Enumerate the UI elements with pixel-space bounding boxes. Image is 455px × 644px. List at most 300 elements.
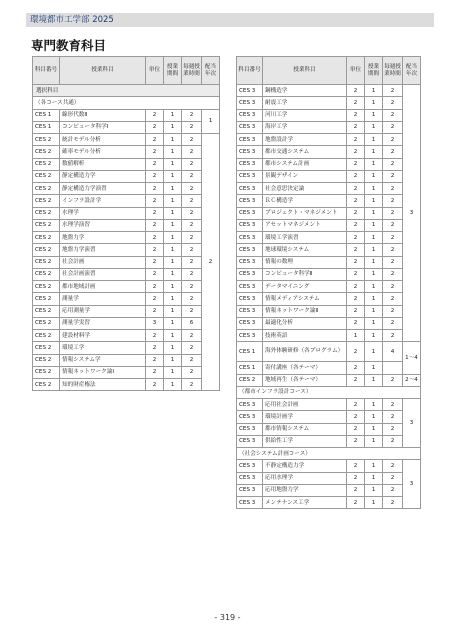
course-name: 応用地盤力学 — [263, 484, 347, 496]
course-code: CES 3 — [237, 484, 263, 496]
course-credits: 2 — [146, 219, 164, 231]
table-row — [237, 472, 421, 484]
course-credits: 2 — [146, 134, 164, 146]
course-hours: 2 — [383, 330, 403, 342]
course-period: 1 — [365, 362, 383, 374]
course-hours: 2 — [383, 134, 403, 146]
course-code: CES 2 — [33, 134, 60, 146]
group-row — [237, 386, 421, 398]
table-header-row — [33, 57, 220, 85]
table-row — [237, 342, 421, 362]
course-hours: 2 — [383, 423, 403, 435]
course-hours: 2 — [182, 232, 202, 244]
table-row — [237, 97, 421, 109]
course-credits: 2 — [146, 379, 164, 391]
table-row — [237, 146, 421, 158]
course-period: 1 — [365, 268, 383, 280]
table-row — [237, 317, 421, 329]
col-header-hours: 毎週授業時間 — [182, 57, 202, 85]
course-code: CES 3 — [237, 183, 263, 195]
course-hours: 2 — [383, 497, 403, 509]
course-hours: 2 — [182, 158, 202, 170]
course-code: CES 3 — [237, 121, 263, 133]
course-code: CES 3 — [237, 97, 263, 109]
course-hours: 2 — [182, 121, 202, 133]
course-code: CES 2 — [33, 379, 60, 391]
course-hours: 2 — [182, 256, 202, 268]
course-period: 1 — [164, 268, 182, 280]
course-period: 1 — [365, 183, 383, 195]
table-row — [33, 146, 220, 158]
course-credits: 2 — [347, 146, 365, 158]
course-credits: 2 — [146, 366, 164, 378]
course-name: 不静定構造力学 — [263, 460, 347, 472]
course-credits: 2 — [347, 305, 365, 317]
course-hours: 2 — [383, 268, 403, 280]
course-name: 海外体験研修（各プログラム） — [263, 342, 347, 362]
course-hours: 2 — [182, 342, 202, 354]
course-period: 1 — [365, 256, 383, 268]
col-header-name: 授業科目 — [60, 57, 146, 85]
course-name: ＲＣ構造学 — [263, 195, 347, 207]
course-credits: 2 — [146, 183, 164, 195]
course-name: 水理学演習 — [60, 219, 146, 231]
table-row — [33, 293, 220, 305]
table-row — [33, 207, 220, 219]
course-name: 都市情報システム — [263, 423, 347, 435]
course-code: CES 3 — [237, 232, 263, 244]
course-code: CES 1 — [33, 109, 60, 121]
course-code: CES 3 — [237, 109, 263, 121]
course-period: 1 — [365, 158, 383, 170]
course-period: 1 — [164, 366, 182, 378]
course-period: 1 — [365, 207, 383, 219]
course-code: CES 3 — [237, 170, 263, 182]
course-code: CES 3 — [237, 134, 263, 146]
course-code: CES 2 — [237, 374, 263, 386]
course-period: 1 — [365, 170, 383, 182]
table-row — [33, 195, 220, 207]
course-name: 線形代数Ⅱ — [60, 109, 146, 121]
course-name: 静定構造力学 — [60, 170, 146, 182]
course-code: CES 2 — [33, 354, 60, 366]
course-code: CES 2 — [33, 293, 60, 305]
course-name: 測量学実習 — [60, 317, 146, 329]
course-period: 1 — [164, 354, 182, 366]
table-row — [33, 342, 220, 354]
course-name: 静定構造力学演習 — [60, 183, 146, 195]
course-name: 情報ネットワーク論Ⅰ — [60, 366, 146, 378]
col-header-credits: 単位 — [347, 57, 365, 85]
course-credits: 2 — [347, 423, 365, 435]
course-hours: 2 — [383, 232, 403, 244]
course-period: 1 — [164, 342, 182, 354]
table-row — [237, 423, 421, 435]
course-period: 1 — [365, 330, 383, 342]
course-hours: 2 — [383, 121, 403, 133]
course-period: 1 — [164, 195, 182, 207]
course-hours: 2 — [383, 293, 403, 305]
table-row — [237, 497, 421, 509]
course-name: 応用水理学 — [263, 472, 347, 484]
group-label: （社会システム計画コース） — [237, 448, 421, 460]
course-hours: 2 — [182, 219, 202, 231]
course-table-right — [236, 56, 421, 509]
course-hours: 2 — [383, 374, 403, 386]
course-hours: 2 — [182, 195, 202, 207]
course-credits: 1 — [347, 330, 365, 342]
course-code: CES 2 — [33, 146, 60, 158]
course-code: CES 2 — [33, 342, 60, 354]
table-row — [237, 232, 421, 244]
table-row — [33, 305, 220, 317]
course-period: 1 — [164, 232, 182, 244]
course-credits: 2 — [146, 268, 164, 280]
course-hours: 2 — [383, 484, 403, 496]
col-header-hours: 毎週授業時間 — [383, 57, 403, 85]
course-year: 3 — [403, 85, 421, 342]
course-credits: 2 — [347, 256, 365, 268]
course-hours: 2 — [383, 317, 403, 329]
course-hours: 2 — [383, 435, 403, 447]
course-credits: 2 — [347, 293, 365, 305]
table-row — [237, 170, 421, 182]
course-credits: 2 — [347, 244, 365, 256]
table-row — [237, 268, 421, 280]
course-credits: 2 — [146, 207, 164, 219]
course-period: 1 — [164, 158, 182, 170]
section-label: 選択科目 — [33, 85, 220, 97]
course-code: CES 3 — [237, 85, 263, 97]
table-row — [237, 484, 421, 496]
course-period: 1 — [164, 146, 182, 158]
course-code: CES 2 — [33, 183, 60, 195]
course-credits: 2 — [347, 85, 365, 97]
course-code: CES 3 — [237, 330, 263, 342]
course-code: CES 3 — [237, 423, 263, 435]
course-code: CES 2 — [33, 219, 60, 231]
table-row — [237, 207, 421, 219]
course-code: CES 3 — [237, 411, 263, 423]
course-credits: 2 — [146, 158, 164, 170]
course-credits: 2 — [146, 281, 164, 293]
course-period: 1 — [365, 305, 383, 317]
course-period: 1 — [365, 399, 383, 411]
course-hours: 2 — [383, 158, 403, 170]
course-year: 2〜4 — [403, 374, 421, 386]
course-code: CES 2 — [33, 317, 60, 329]
course-code: CES 2 — [33, 195, 60, 207]
course-period: 1 — [164, 244, 182, 256]
course-credits: 2 — [347, 158, 365, 170]
course-name: コンピュータ科学Ⅱ — [263, 268, 347, 280]
course-period: 1 — [164, 305, 182, 317]
header-title: 環境都市工学部 2025 — [30, 15, 114, 25]
course-period: 1 — [365, 317, 383, 329]
table-row — [33, 379, 220, 391]
course-code: CES 1 — [33, 121, 60, 133]
course-table-left — [32, 56, 220, 391]
course-name: プロジェクト・マネジメント — [263, 207, 347, 219]
course-credits: 2 — [347, 134, 365, 146]
course-code: CES 1 — [237, 342, 263, 362]
course-hours: 2 — [383, 207, 403, 219]
course-hours: 2 — [383, 85, 403, 97]
course-name: 地盤設計学 — [263, 134, 347, 146]
course-code: CES 1 — [237, 362, 263, 374]
course-code: CES 2 — [33, 158, 60, 170]
course-hours: 2 — [182, 268, 202, 280]
table-row — [33, 256, 220, 268]
course-credits: 2 — [347, 411, 365, 423]
course-credits: 2 — [146, 121, 164, 133]
course-year: 1〜4 — [403, 342, 421, 374]
course-name: 確率モデル分析 — [60, 146, 146, 158]
course-year: 2 — [202, 134, 220, 391]
course-name: メンテナンス工学 — [263, 497, 347, 509]
course-hours: 2 — [383, 183, 403, 195]
course-name: 情報の数理 — [263, 256, 347, 268]
table-row — [33, 170, 220, 182]
course-period: 1 — [365, 411, 383, 423]
course-name: 海岸工学 — [263, 121, 347, 133]
table-row — [237, 158, 421, 170]
course-period: 1 — [164, 183, 182, 195]
table-header-row — [237, 57, 421, 85]
course-hours: 2 — [182, 366, 202, 378]
group-label: （都市インフラ設計コース） — [237, 386, 421, 398]
course-name: 技術英語 — [263, 330, 347, 342]
course-credits: 2 — [146, 305, 164, 317]
table-row — [33, 219, 220, 231]
course-period: 1 — [365, 85, 383, 97]
course-period: 1 — [365, 484, 383, 496]
course-code: CES 3 — [237, 317, 263, 329]
table-row — [237, 195, 421, 207]
course-period: 1 — [164, 330, 182, 342]
course-credits: 2 — [347, 472, 365, 484]
course-name: 都市システム計画 — [263, 158, 347, 170]
course-name: アセットマネジメント — [263, 219, 347, 231]
course-credits: 2 — [347, 374, 365, 386]
course-period: 1 — [365, 293, 383, 305]
course-period: 1 — [365, 195, 383, 207]
course-name: 耐震工学 — [263, 97, 347, 109]
course-period: 1 — [164, 379, 182, 391]
table-row — [33, 134, 220, 146]
course-name: 数値解析 — [60, 158, 146, 170]
page-number: - 319 - — [214, 613, 241, 622]
course-code: CES 3 — [237, 158, 263, 170]
course-code: CES 2 — [33, 170, 60, 182]
course-hours: 2 — [383, 146, 403, 158]
course-code: CES 3 — [237, 244, 263, 256]
course-credits: 2 — [347, 195, 365, 207]
course-name: 鋼構造学 — [263, 85, 347, 97]
course-period: 1 — [164, 134, 182, 146]
table-row — [237, 109, 421, 121]
course-hours: 2 — [383, 305, 403, 317]
course-hours: 2 — [182, 293, 202, 305]
course-credits: 2 — [146, 342, 164, 354]
course-period: 1 — [164, 219, 182, 231]
group-row — [237, 448, 421, 460]
course-period: 1 — [365, 435, 383, 447]
course-period: 1 — [164, 317, 182, 329]
course-credits: 2 — [347, 232, 365, 244]
course-hours: 2 — [182, 109, 202, 121]
course-period: 1 — [365, 146, 383, 158]
course-name: 社会意思決定論 — [263, 183, 347, 195]
course-name: 統計モデル分析 — [60, 134, 146, 146]
course-code: CES 2 — [33, 281, 60, 293]
course-hours: 2 — [383, 195, 403, 207]
table-row — [33, 244, 220, 256]
course-name: データマイニング — [263, 281, 347, 293]
course-credits: 2 — [146, 195, 164, 207]
course-name: 環境計画学 — [263, 411, 347, 423]
course-name: 寄付講座（各テーマ） — [263, 362, 347, 374]
course-name: 応用測量学 — [60, 305, 146, 317]
course-name: 環境工学 — [60, 342, 146, 354]
course-hours: 2 — [182, 354, 202, 366]
course-hours: 2 — [383, 219, 403, 231]
course-credits: 2 — [347, 183, 365, 195]
col-header-code: 科目番号 — [237, 57, 263, 85]
course-period: 1 — [365, 281, 383, 293]
course-credits: 2 — [347, 342, 365, 362]
course-credits: 3 — [146, 317, 164, 329]
table-row — [237, 411, 421, 423]
course-code: CES 2 — [33, 256, 60, 268]
course-period: 1 — [164, 281, 182, 293]
course-credits: 2 — [347, 399, 365, 411]
course-hours: 2 — [182, 281, 202, 293]
course-hours: 2 — [182, 330, 202, 342]
course-name: 環境工学演習 — [263, 232, 347, 244]
course-credits: 2 — [347, 362, 365, 374]
course-credits: 2 — [146, 354, 164, 366]
course-hours: 6 — [182, 317, 202, 329]
course-period: 1 — [365, 342, 383, 362]
course-hours: 2 — [182, 207, 202, 219]
course-name: 都市交通システム — [263, 146, 347, 158]
col-header-year: 配当年次 — [202, 57, 220, 85]
course-code: CES 2 — [33, 268, 60, 280]
table-row — [237, 435, 421, 447]
table-row — [237, 219, 421, 231]
course-name: 情報ネットワーク論Ⅱ — [263, 305, 347, 317]
table-row — [33, 183, 220, 195]
course-code: CES 3 — [237, 268, 263, 280]
course-period: 1 — [164, 109, 182, 121]
group-label: （各コース共通） — [33, 97, 220, 109]
course-name: 建設材料学 — [60, 330, 146, 342]
course-hours: 2 — [383, 472, 403, 484]
course-name: 情報システム学 — [60, 354, 146, 366]
course-hours: 2 — [182, 170, 202, 182]
course-hours: 2 — [383, 97, 403, 109]
course-code: CES 3 — [237, 219, 263, 231]
course-period: 1 — [365, 423, 383, 435]
course-hours: 2 — [182, 379, 202, 391]
course-credits: 2 — [347, 484, 365, 496]
course-period: 1 — [365, 134, 383, 146]
course-code: CES 3 — [237, 460, 263, 472]
course-credits: 2 — [146, 244, 164, 256]
section-row — [33, 85, 220, 97]
course-name: 水理学 — [60, 207, 146, 219]
course-period: 1 — [365, 97, 383, 109]
course-period: 1 — [164, 293, 182, 305]
table-row — [237, 362, 421, 374]
course-period: 1 — [164, 207, 182, 219]
course-code: CES 3 — [237, 399, 263, 411]
table-row — [33, 317, 220, 329]
course-code: CES 3 — [237, 472, 263, 484]
table-row — [33, 268, 220, 280]
course-period: 1 — [365, 497, 383, 509]
course-credits: 2 — [146, 293, 164, 305]
table-row — [33, 330, 220, 342]
table-row — [237, 121, 421, 133]
course-name: 都市地域計画 — [60, 281, 146, 293]
course-credits: 2 — [146, 330, 164, 342]
table-row — [33, 232, 220, 244]
course-period: 1 — [365, 232, 383, 244]
course-code: CES 2 — [33, 232, 60, 244]
course-code: CES 3 — [237, 497, 263, 509]
course-name: コンピュータ科学Ⅰ — [60, 121, 146, 133]
course-credits: 2 — [347, 121, 365, 133]
course-credits: 2 — [347, 317, 365, 329]
course-period: 1 — [365, 374, 383, 386]
course-name: 地盤力学演習 — [60, 244, 146, 256]
course-hours: 2 — [182, 183, 202, 195]
course-credits: 2 — [146, 256, 164, 268]
course-name: 応用社会計画 — [263, 399, 347, 411]
col-header-period: 授業期間 — [365, 57, 383, 85]
course-credits: 2 — [347, 435, 365, 447]
course-period: 1 — [365, 219, 383, 231]
col-header-year: 配当年次 — [403, 57, 421, 85]
course-credits: 2 — [347, 268, 365, 280]
course-code: CES 3 — [237, 146, 263, 158]
course-period: 1 — [365, 109, 383, 121]
course-period: 1 — [164, 121, 182, 133]
course-name: 供給性工学 — [263, 435, 347, 447]
course-period: 1 — [365, 472, 383, 484]
course-hours: 2 — [383, 281, 403, 293]
col-header-period: 授業期間 — [164, 57, 182, 85]
course-name: 社会計画 — [60, 256, 146, 268]
table-row — [237, 330, 421, 342]
course-credits: 2 — [146, 170, 164, 182]
course-credits: 2 — [347, 97, 365, 109]
course-code: CES 3 — [237, 207, 263, 219]
table-row — [237, 256, 421, 268]
course-hours: 2 — [383, 244, 403, 256]
course-code: CES 2 — [33, 244, 60, 256]
course-hours: 2 — [182, 146, 202, 158]
course-year: 3 — [403, 399, 421, 448]
table-row — [237, 305, 421, 317]
table-row — [237, 281, 421, 293]
course-hours: 2 — [383, 399, 403, 411]
course-name: 最適化分析 — [263, 317, 347, 329]
course-code: CES 3 — [237, 281, 263, 293]
course-name: インフラ設計学 — [60, 195, 146, 207]
